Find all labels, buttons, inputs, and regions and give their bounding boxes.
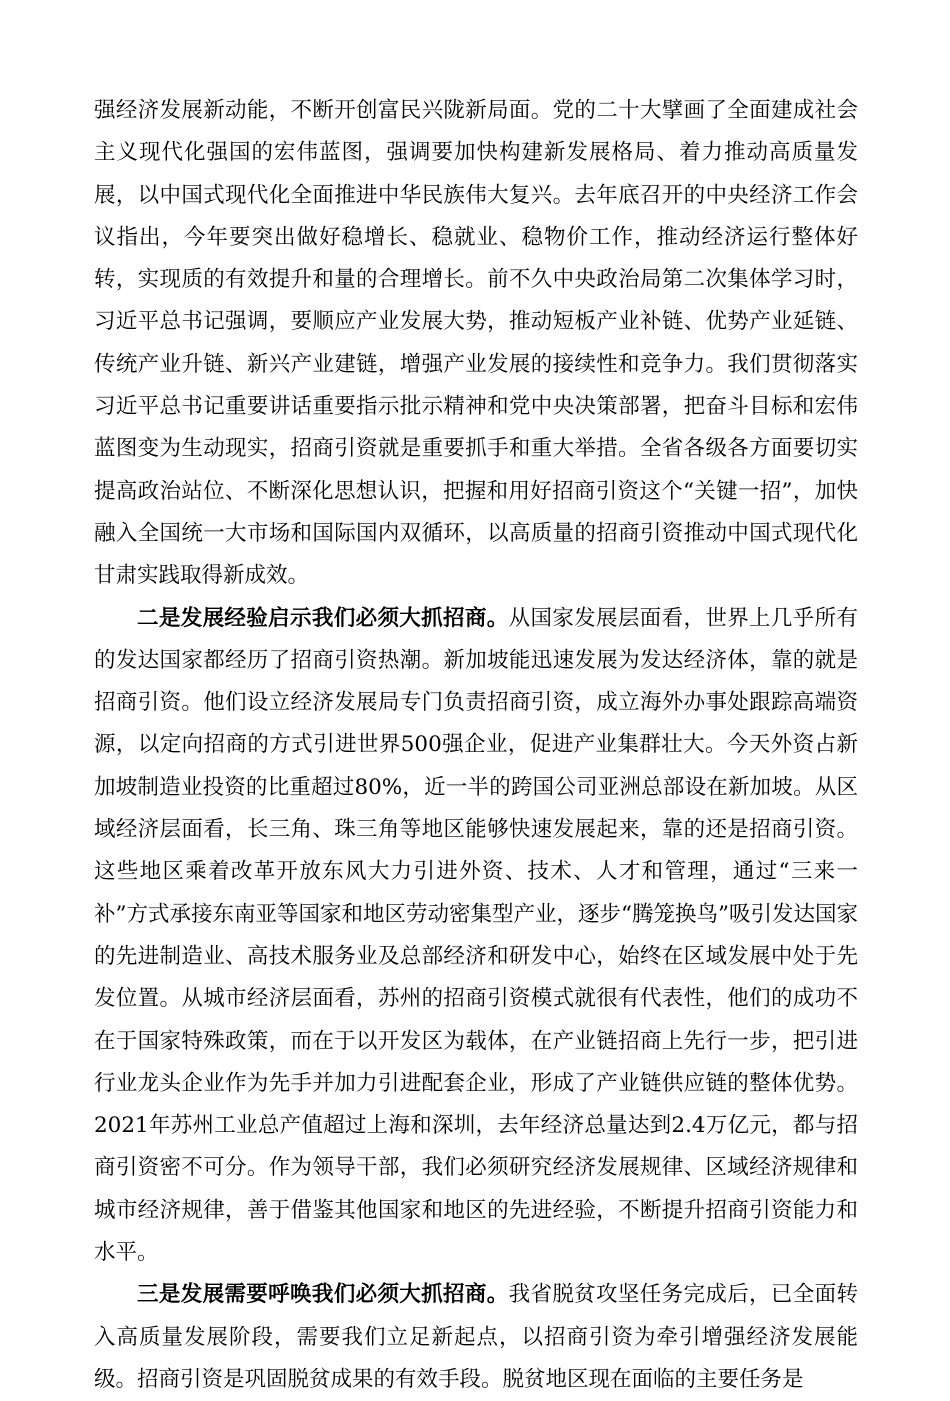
paragraph-3-lead: 三是发展需要呼唤我们必须大抓招商。 xyxy=(137,1282,509,1308)
document-page xyxy=(94,90,858,1401)
paragraph-1 xyxy=(94,90,858,598)
paragraph-2 xyxy=(94,598,858,1275)
paragraph-3-text: 我省脱贫攻坚任务完成后，已全面转入高质量发展阶段，需要我们立足新起点，以招商引资为牵引增强经济发展能级。招商引资是巩固脱贫成果的有效手段。脱贫地区现在面临的主要任务是 xyxy=(94,1282,858,1392)
paragraph-3 xyxy=(94,1274,858,1401)
paragraph-2-text: 从国家发展层面看，世界上几乎所有的发达国家都经历了招商引资热潮。新加坡能迅速发展为发达经济体，靠的就是招商引资。他们设立经济发展局专门负责招商引资，成立海外办事处跟踪高端资源，以定向招商的方式引进世界500强企业，促进产业集群壮大。今天外资占新加坡制造业投资的比重超过80%，近一半的跨国公司亚洲总部设在新加坡。从区域经济层面看，长三角、珠三角等地区能够快速发展起来，靠的还是招商引资。这些地区乘着改革开放东风大力引进外资、技术、人才和管理，通过“三来一补”方式承接东南亚等国家和地区劳动密集型产业，逐步“腾笼换鸟”吸引发达国家的先进制造业、高技术服务业及总部经济和研发中心，始终在区域发展中处于先发位置。从城市经济层面看，苏州的招商引资模式就很有代表性，他们的成功不在于国家特殊政策，而在于以开发区为载体，在产业链招商上先行一步，把引进行业龙头企业作为先手并加力引进配套企业，形成了产业链供应链的整体优势。2021年苏州工业总产值超过上海和深圳，去年经济总量达到2.4万亿元，都与招商引资密不可分。作为领导干部，我们必须研究经济发展规律、区域经济规律和城市经济规律，善于借鉴其他国家和地区的先进经验，不断提升招商引资能力和水平。 xyxy=(94,605,858,1266)
paragraph-1-text: 强经济发展新动能，不断开创富民兴陇新局面。党的二十大擘画了全面建成社会主义现代化强国的宏伟蓝图，强调要加快构建新发展格局、着力推动高质量发展，以中国式现代化全面推进中华民族伟大复兴。去年底召开的中央经济工作会议指出，今年要突出做好稳增长、稳就业、稳物价工作，推动经济运行整体好转，实现质的有效提升和量的合理增长。前不久中央政治局第二次集体学习时，习近平总书记强调，要顺应产业发展大势，推动短板产业补链、优势产业延链、传统产业升链、新兴产业建链，增强产业发展的接续性和竞争力。我们贯彻落实习近平总书记重要讲话重要指示批示精神和党中央决策部署，把奋斗目标和宏伟蓝图变为生动现实，招商引资就是重要抓手和重大举措。全省各级各方面要切实提高政治站位、不断深化思想认识，把握和用好招商引资这个“关键一招”，加快融入全国统一大市场和国际国内双循环，以高质量的招商引资推动中国式现代化甘肃实践取得新成效。 xyxy=(94,98,858,589)
paragraph-2-lead: 二是发展经验启示我们必须大抓招商。 xyxy=(137,605,509,631)
